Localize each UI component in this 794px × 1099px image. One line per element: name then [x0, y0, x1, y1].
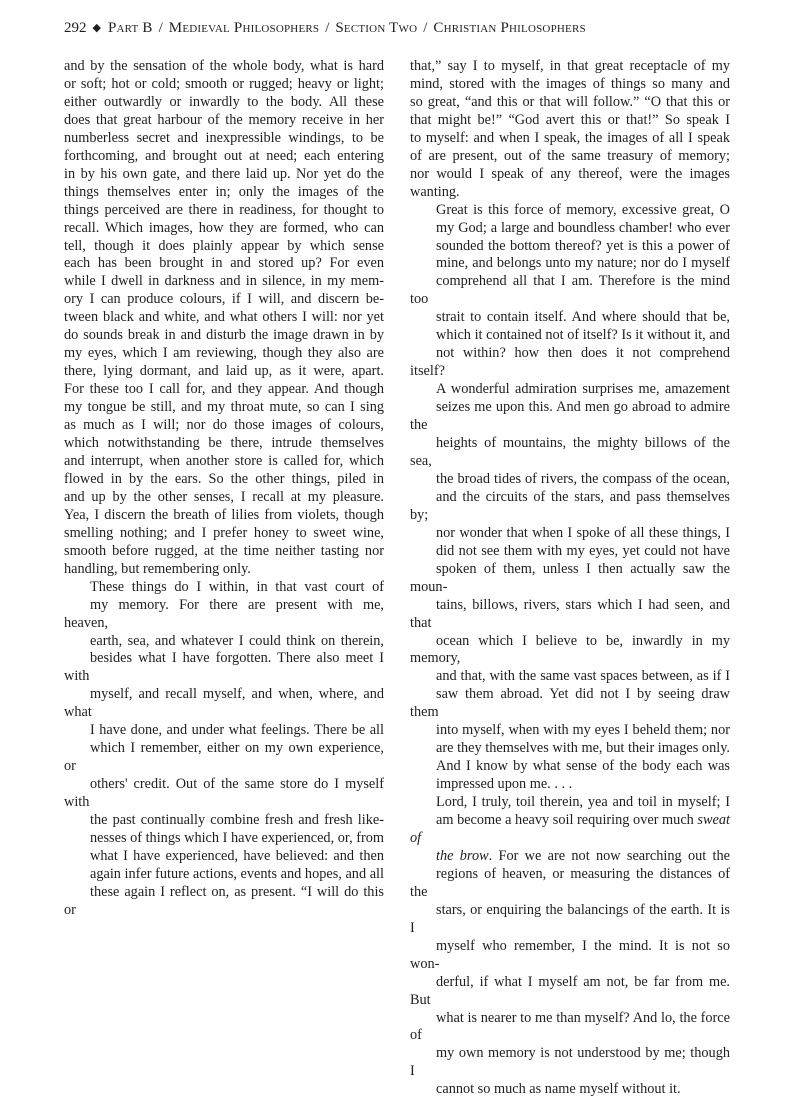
text-line: am become a heavy soil requiring over much sweat of: [410, 812, 730, 846]
paragraph: [410, 202, 730, 794]
text-line: These things do I within, in that vast court of: [90, 578, 384, 595]
header-section-c: Christian Philosophers: [433, 20, 586, 36]
text-line: that might be!” “God avert this or that!” So speak I: [410, 111, 730, 128]
text-line: For these too I call for, and they appear. And though: [64, 381, 384, 398]
text-line: do sounds break in and disturb the image drawn in by: [64, 327, 384, 344]
text-line: ory I can produce colours, if I will, and discern be-: [64, 291, 384, 308]
text-line: flowed in by the ears. So the other things, piled in: [64, 470, 384, 487]
text-line: the broad tides of rivers, the compass of the ocean,: [436, 470, 730, 487]
text-line: things perceived are there in readiness, for thought to: [64, 201, 384, 218]
text-line: there, lying dormant, and laid up, as it were, apart.: [64, 363, 384, 380]
text-line: did not see them with my eyes, yet could not have: [436, 542, 730, 559]
text-line: and the circuits of the stars, and pass themselves by;: [410, 488, 730, 523]
text-line: either outwardly or inwardly to the body. All these: [64, 93, 384, 110]
text-line: into myself, when with my eyes I beheld them; nor: [436, 722, 730, 739]
text-line: that,” say I to myself, in that great receptacle of my: [410, 58, 730, 74]
text-line: myself, and recall myself, and when, where, and what: [64, 686, 384, 721]
text-line: heights of mountains, the mighty billows of the sea,: [410, 435, 730, 469]
text-line: my memory. For there are present with me, heaven,: [64, 596, 384, 631]
header-separator: /: [423, 20, 428, 36]
text-line: of are present, out of the same treasury of memory;: [410, 147, 730, 164]
text-line: derful, if what I myself am not, be far from me. But: [410, 973, 730, 1008]
text-line: Great is this force of memory, excessive great, O: [436, 201, 730, 218]
text-line: spoken of them, unless I then actually saw the moun-: [410, 560, 730, 595]
text-line: A wonderful admiration surprises me, amazement: [436, 381, 730, 398]
text-line: mine, and belongs unto my nature; nor do I myself: [436, 255, 730, 272]
text-line: to myself: and when I speak, the images of all I speak: [410, 129, 730, 146]
text-line: impressed upon me. . . .: [436, 776, 573, 793]
paragraph: [64, 58, 384, 579]
text-line: and up by the other senses, I recall at my pleasure.: [64, 488, 384, 505]
text-line: mind, stored with the images of things so many and: [410, 75, 730, 92]
text-line: tell, though it does plainly appear by which sense: [64, 237, 384, 254]
header-section-a: Medieval Philosophers: [168, 20, 320, 36]
right-column: [410, 58, 730, 1099]
text-line: so great, “and this or that will follow.” “O that this or: [410, 93, 730, 110]
text-line: regions of heaven, or measuring the distances of the: [410, 865, 730, 900]
text-line: does that great harbour of the memory receive in her: [64, 111, 384, 128]
text-line: in by his own gate, and there laid up. Nor yet do the: [64, 165, 384, 182]
text-line: Yea, I discern the breath of lilies from violets, though: [64, 506, 384, 523]
running-header: [64, 18, 744, 38]
header-section-b: Section Two: [335, 20, 418, 36]
text-line: wanting.: [410, 183, 460, 200]
text-line: besides what I have forgotten. There also meet I with: [64, 650, 384, 685]
text-line: the past continually combine fresh and fresh like-: [90, 812, 384, 829]
text-line: which it contained not of itself? Is it without it, and: [436, 327, 730, 344]
text-line: ocean which I believe to be, inwardly in my memory,: [410, 632, 730, 667]
text-line: which notwithstanding be there, intrude themselves: [64, 435, 384, 452]
text-line: recall. Which images, how they are formed, who can: [64, 219, 384, 236]
text-line: each has been brought in and stored up? For even: [64, 255, 384, 272]
text-line: nor would I speak of any thereof, were the images: [410, 165, 730, 182]
text-line: what I have experienced, have believed: and then: [90, 847, 384, 864]
text-line: smooth before rugged, at the time neither tasting nor: [64, 542, 384, 559]
text-line: nesses of things which I have experienced, or, from: [90, 829, 385, 846]
text-line: myself who remember, I the mind. It is not so won-: [410, 937, 730, 972]
text-line: and by the sensation of the whole body, what is hard: [64, 58, 384, 74]
text-line: sounded the bottom thereof? yet is this a power of: [436, 237, 730, 254]
text-line: forthcoming, and brought out at need; each entering: [64, 147, 384, 164]
paragraph: [410, 794, 730, 1099]
paragraph: [410, 58, 730, 202]
text-line: are they themselves with me, but their images only.: [436, 740, 730, 757]
text-line: comprehend all that I am. Therefore is the mind too: [410, 273, 730, 308]
text-line: cannot so much as name myself without it.: [436, 1081, 681, 1098]
text-line: my own memory is not understood by me; though I: [410, 1045, 730, 1080]
left-column: [64, 58, 384, 920]
text-line: And I know by what sense of the body each was: [436, 758, 730, 775]
text-line: saw them abroad. Yet did not I by seeing draw them: [410, 686, 730, 721]
header-separator: /: [325, 20, 330, 36]
text-line: strait to contain itself. And where should that be,: [436, 309, 730, 326]
text-line: earth, sea, and whatever I could think on therein,: [90, 632, 384, 649]
text-line: I have done, and under what feelings. There be all: [90, 722, 384, 739]
text-line: Lord, I truly, toil therein, yea and toil in myself; I: [436, 794, 730, 811]
text-line: tween black and white, and what others I will: nor yet: [64, 309, 384, 326]
text-line: not within? how then does it not comprehend itself?: [410, 345, 730, 380]
text-line: again infer future actions, events and hopes, and all: [90, 865, 384, 882]
text-line: what is nearer to me than myself? And lo, the force of: [410, 1009, 730, 1044]
text-line: things themselves enter in; only the images of the: [64, 183, 384, 200]
text-line: numberless secret and inexpressible windings, to be: [64, 129, 384, 146]
text-line: nor wonder that when I spoke of all these things, I: [436, 524, 730, 541]
text-line: stars, or enquiring the balancings of the earth. It is I: [410, 901, 730, 936]
text-line: my eyes, which I am reviewing, though they also are: [64, 345, 384, 362]
text-line: my God; a large and boundless chamber! who ever: [436, 219, 730, 236]
text-line: others' credit. Out of the same store do I myself with: [64, 776, 384, 811]
text-line: which I remember, either on my own experience, or: [64, 740, 384, 775]
text-line: or soft; hot or cold; smooth or rugged; heavy or light;: [64, 75, 384, 92]
header-part: Part B: [107, 20, 153, 36]
text-line: handling, but remembering only.: [64, 560, 251, 577]
text-line: as much as I will; nor do those images of colours,: [64, 417, 384, 434]
page-number: 292: [64, 20, 87, 36]
text-line: smelling nothing; and I prefer honey to sweet wine,: [64, 524, 384, 541]
diamond-ornament-icon: ◆: [92, 22, 101, 34]
text-line: the brow. For we are not now searching out the: [436, 847, 730, 864]
text-line: my tongue be still, and my throat mute, so can I sing: [64, 399, 384, 416]
text-line: seizes me upon this. And men go abroad to admire the: [410, 399, 730, 434]
paragraph: [64, 579, 384, 920]
text-line: while I dwell in darkness and in silence, in my mem-: [64, 273, 384, 290]
text-line: tains, billows, rivers, stars which I had seen, and that: [410, 596, 730, 631]
text-line: and that, with the same vast spaces between, as if I: [436, 668, 730, 685]
header-separator: /: [158, 20, 163, 36]
text-line: these again I reflect on, as present. “I will do this or: [64, 883, 384, 918]
text-line: and interrupt, when another store is called for, which: [64, 452, 384, 469]
